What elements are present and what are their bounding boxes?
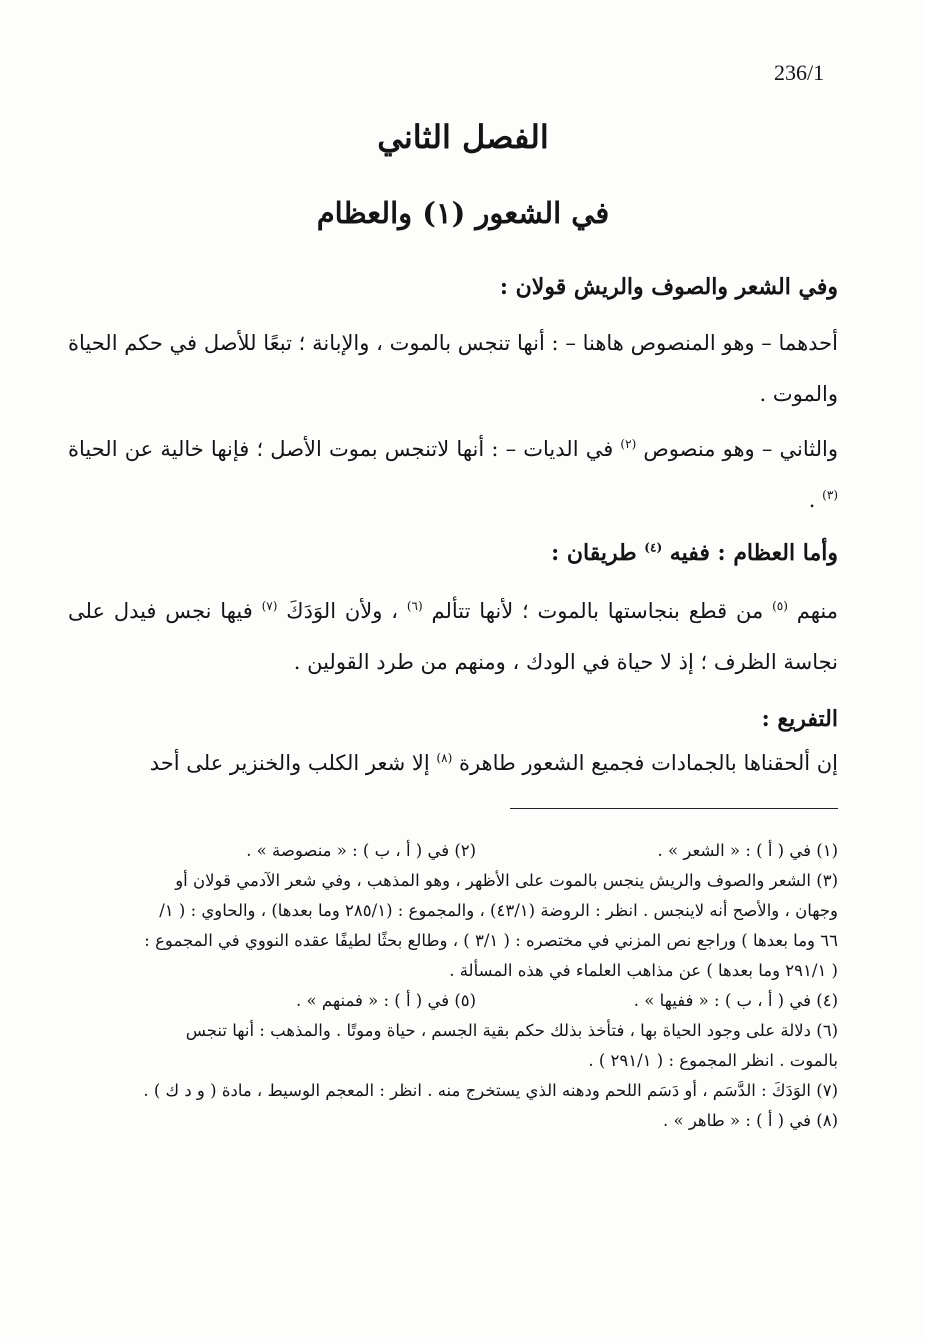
bones-heading xyxy=(68,528,838,579)
footnote-separator xyxy=(510,808,838,809)
bones-text-c: ، ولأن الوَدَكَ xyxy=(286,599,398,623)
second-opinion-text-b: في الديات – : أنها لاتنجس بموت الأصل ؛ فإنها خالية عن الحياة xyxy=(68,437,614,461)
footnote-7: (٧) الوَدَكَ : الدَّسَم ، أو دَسَم اللحم ودهنه الذي يستخرج منه . انظر : المعجم الوسيط ، مادة ( و د ك ) . xyxy=(143,1081,838,1100)
bones-heading-text-a: وأما العظام : ففيه xyxy=(669,540,838,566)
first-opinion-paragraph: أحدهما – وهو المنصوص هاهنا – : أنها تنجس بالموت ، والإبانة ؛ تبعًا للأصل في حكم الحياة والموت . xyxy=(68,331,838,406)
second-opinion-paragraph xyxy=(68,424,838,526)
footnote-3-line-1: (٣) الشعر والصوف والريش ينجس بالموت على الأظهر ، وهو المذهب ، وفي شعر الآدمي قولان أو xyxy=(175,871,838,890)
footnote-6-line-1: (٦) دلالة على وجود الحياة بها ، فتأخذ بذلك حكم بقية الجسم ، حياة وموتًا . والمذهب : أنها تنجس xyxy=(185,1021,838,1040)
footnote-4: (٤) في ( أ ، ب ) : « ففيها » . xyxy=(633,991,838,1010)
footnote-6-line-2: بالموت . انظر المجموع : ( ٢٩١/١ ) . xyxy=(588,1051,838,1070)
footnote-ref-5: (٥) xyxy=(772,599,788,613)
branching-text-a: إن ألحقناها بالجمادات فجميع الشعور طاهرة xyxy=(458,751,838,775)
footnotes xyxy=(68,836,838,1136)
footnote-row-4-5 xyxy=(68,986,838,1016)
intro-line: وفي الشعر والصوف والريش قولان : xyxy=(499,274,838,300)
branching-heading: التفريع : xyxy=(761,706,838,732)
bones-text-b: من قطع بنجاستها بالموت ؛ لأنها تتألم xyxy=(431,599,764,623)
bones-text-d: فيها نجس فيدل على نجاسة الظرف ؛ إذ لا حياة في الودك ، ومنهم من طرد القولين . xyxy=(68,599,838,674)
footnote-ref-6: (٦) xyxy=(406,599,423,613)
footnote-ref-2: (٢) xyxy=(620,437,637,451)
footnote-3-line-3: ٦٦ وما بعدها ) وراجع نص المزني في مختصره : ( ٣/١ ) ، وطالع بحثًا لطيفًا عقده النووي في المجموع : xyxy=(144,931,838,950)
bones-heading-text-b: طريقان : xyxy=(551,540,637,566)
second-opinion-end: . xyxy=(808,488,816,512)
footnote-8: (٨) في ( أ ) : « طاهر » . xyxy=(662,1111,838,1130)
chapter-subtitle: في الشعور (١) والعظام xyxy=(316,196,610,230)
footnote-3-line-2: وجهان ، والأصح أنه لاينجس . انظر : الروضة (٤٣/١) ، والمجموع : (٢٨٥/١ وما بعدها) ، والحاوي : ( ١/ xyxy=(159,901,838,920)
chapter-title: الفصل الثاني xyxy=(377,118,549,156)
footnote-ref-4: (٤) xyxy=(644,540,663,555)
footnote-ref-7: (٧) xyxy=(261,599,278,613)
footnote-1: (١) في ( أ ) : « الشعر » . xyxy=(657,841,838,860)
bones-text-a: منهم xyxy=(796,599,839,623)
branching-text-b: إلا شعر الكلب والخنزير على أحد xyxy=(149,751,430,775)
bones-paragraph xyxy=(68,586,838,688)
footnote-2: (٢) في ( أ ، ب ) : « منصوصة » . xyxy=(246,841,477,860)
branching-paragraph xyxy=(68,738,838,789)
footnote-row-1-2 xyxy=(68,836,838,866)
footnote-3-line-4: ( ٢٩١/١ وما بعدها ) عن مذاهب العلماء في هذه المسألة . xyxy=(449,961,838,980)
second-opinion-text-a: والثاني – وهو منصوص xyxy=(643,437,838,461)
page-number: 236/1 xyxy=(774,60,825,85)
footnote-ref-8: (٨) xyxy=(436,751,453,765)
footnote-5: (٥) في ( أ ) : « فمنهم » . xyxy=(296,991,477,1010)
footnote-ref-3: (٣) xyxy=(822,488,838,502)
